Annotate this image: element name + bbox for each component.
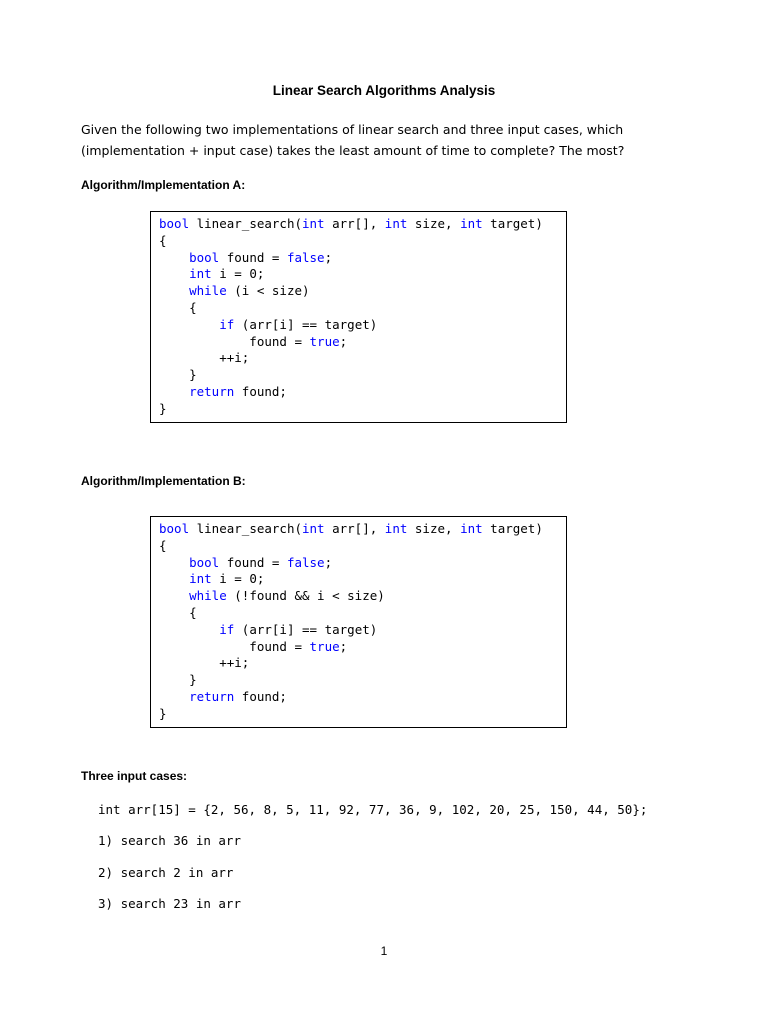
code-text: arr[],	[324, 521, 385, 536]
code-keyword: return	[189, 688, 235, 704]
code-keyword: int	[384, 216, 408, 231]
code-line	[159, 571, 566, 588]
code-keyword: int	[302, 216, 325, 231]
code-line	[159, 317, 566, 334]
code-line	[159, 672, 566, 689]
implementation-a-heading: Algorithm/Implementation A:	[81, 178, 246, 192]
code-text: i = 0;	[211, 571, 265, 587]
code-text: }	[159, 705, 167, 721]
code-line	[159, 350, 566, 367]
code-text: i = 0;	[211, 266, 265, 282]
code-line	[159, 283, 566, 300]
code-text: found =	[219, 554, 287, 570]
code-text: {	[159, 537, 167, 553]
code-line	[159, 706, 566, 723]
code-text	[159, 384, 189, 399]
code-keyword: return	[189, 383, 235, 399]
code-keyword: bool	[159, 521, 190, 536]
question-text: Given the following two implementations of linear search and three input cases, which (implementation + input case) takes the least amount of time to complete? The most?	[81, 122, 625, 158]
code-keyword: int	[302, 521, 325, 536]
code-text: found =	[159, 638, 310, 654]
code-text: found;	[234, 688, 287, 704]
code-keyword: while	[189, 588, 227, 604]
code-text: size,	[407, 521, 461, 536]
code-line	[159, 334, 566, 351]
code-line	[159, 521, 566, 538]
code-keyword: true	[309, 638, 340, 654]
input-cases-heading: Three input cases:	[81, 769, 188, 783]
code-keyword: if	[219, 621, 235, 637]
code-text: ;	[324, 249, 333, 265]
code-keyword: false	[286, 249, 325, 265]
code-text: found =	[159, 333, 310, 349]
array-declaration: int arr[15] = {2, 56, 8, 5, 11, 92, 77, 36, 9, 102, 20, 25, 150, 44, 50};	[98, 802, 648, 817]
code-keyword: int	[460, 216, 483, 231]
code-keyword: int	[189, 266, 212, 282]
implementation-b-heading: Algorithm/Implementation B:	[81, 474, 246, 488]
code-text: arr[],	[324, 216, 385, 231]
code-text: size,	[407, 216, 461, 231]
code-text	[159, 317, 219, 332]
code-text: (arr[i] == target)	[234, 316, 378, 332]
code-keyword: int	[384, 521, 408, 536]
code-line	[159, 689, 566, 706]
code-line	[159, 216, 566, 233]
code-keyword: true	[309, 333, 340, 349]
code-text: {	[159, 604, 197, 620]
code-text: linear_search(	[189, 521, 302, 536]
code-text: target)	[482, 521, 543, 536]
code-line	[159, 538, 566, 555]
code-text	[159, 689, 189, 704]
code-keyword: bool	[189, 249, 220, 265]
code-text: ++i;	[159, 350, 250, 366]
code-keyword: int	[189, 571, 212, 587]
code-text	[159, 283, 189, 298]
code-text	[159, 250, 189, 265]
code-line	[159, 401, 566, 418]
code-line	[159, 605, 566, 622]
code-text: }	[159, 672, 197, 688]
code-line	[159, 266, 566, 283]
code-text: ++i;	[159, 655, 250, 671]
document-title: Linear Search Algorithms Analysis	[272, 83, 496, 98]
code-text: {	[159, 299, 197, 315]
code-text: (arr[i] == target)	[234, 621, 378, 637]
code-text	[159, 622, 219, 637]
code-keyword: while	[189, 283, 227, 299]
code-text	[159, 266, 189, 281]
code-keyword: if	[219, 316, 235, 332]
code-text: }	[159, 367, 197, 383]
code-text: (i < size)	[226, 283, 310, 299]
code-line	[159, 588, 566, 605]
code-text	[159, 555, 189, 570]
code-line	[159, 367, 566, 384]
code-text: {	[159, 232, 167, 248]
code-text	[159, 588, 189, 603]
input-case-2: 2) search 2 in arr	[98, 865, 234, 880]
code-line	[159, 233, 566, 250]
code-line	[159, 622, 566, 639]
code-text: target)	[482, 216, 543, 231]
code-line	[159, 300, 566, 317]
implementation-a-code-box	[150, 211, 567, 423]
implementation-b-code-box	[150, 516, 567, 728]
code-text: found;	[234, 383, 287, 399]
code-text: ;	[339, 638, 348, 654]
code-text: (!found && i < size)	[226, 588, 385, 604]
code-line	[159, 384, 566, 401]
code-text: found =	[219, 249, 287, 265]
input-case-1: 1) search 36 in arr	[98, 833, 241, 848]
code-line	[159, 555, 566, 572]
code-keyword: false	[286, 554, 325, 570]
code-keyword: bool	[189, 554, 220, 570]
code-text	[159, 571, 189, 586]
code-line	[159, 250, 566, 267]
code-text: linear_search(	[189, 216, 302, 231]
page-number: 1	[380, 944, 388, 958]
code-line	[159, 639, 566, 656]
code-text: }	[159, 400, 167, 416]
code-keyword: int	[460, 521, 483, 536]
code-line	[159, 655, 566, 672]
input-case-3: 3) search 23 in arr	[98, 896, 241, 911]
code-text: ;	[324, 554, 333, 570]
code-text: ;	[339, 333, 348, 349]
code-keyword: bool	[159, 216, 190, 231]
